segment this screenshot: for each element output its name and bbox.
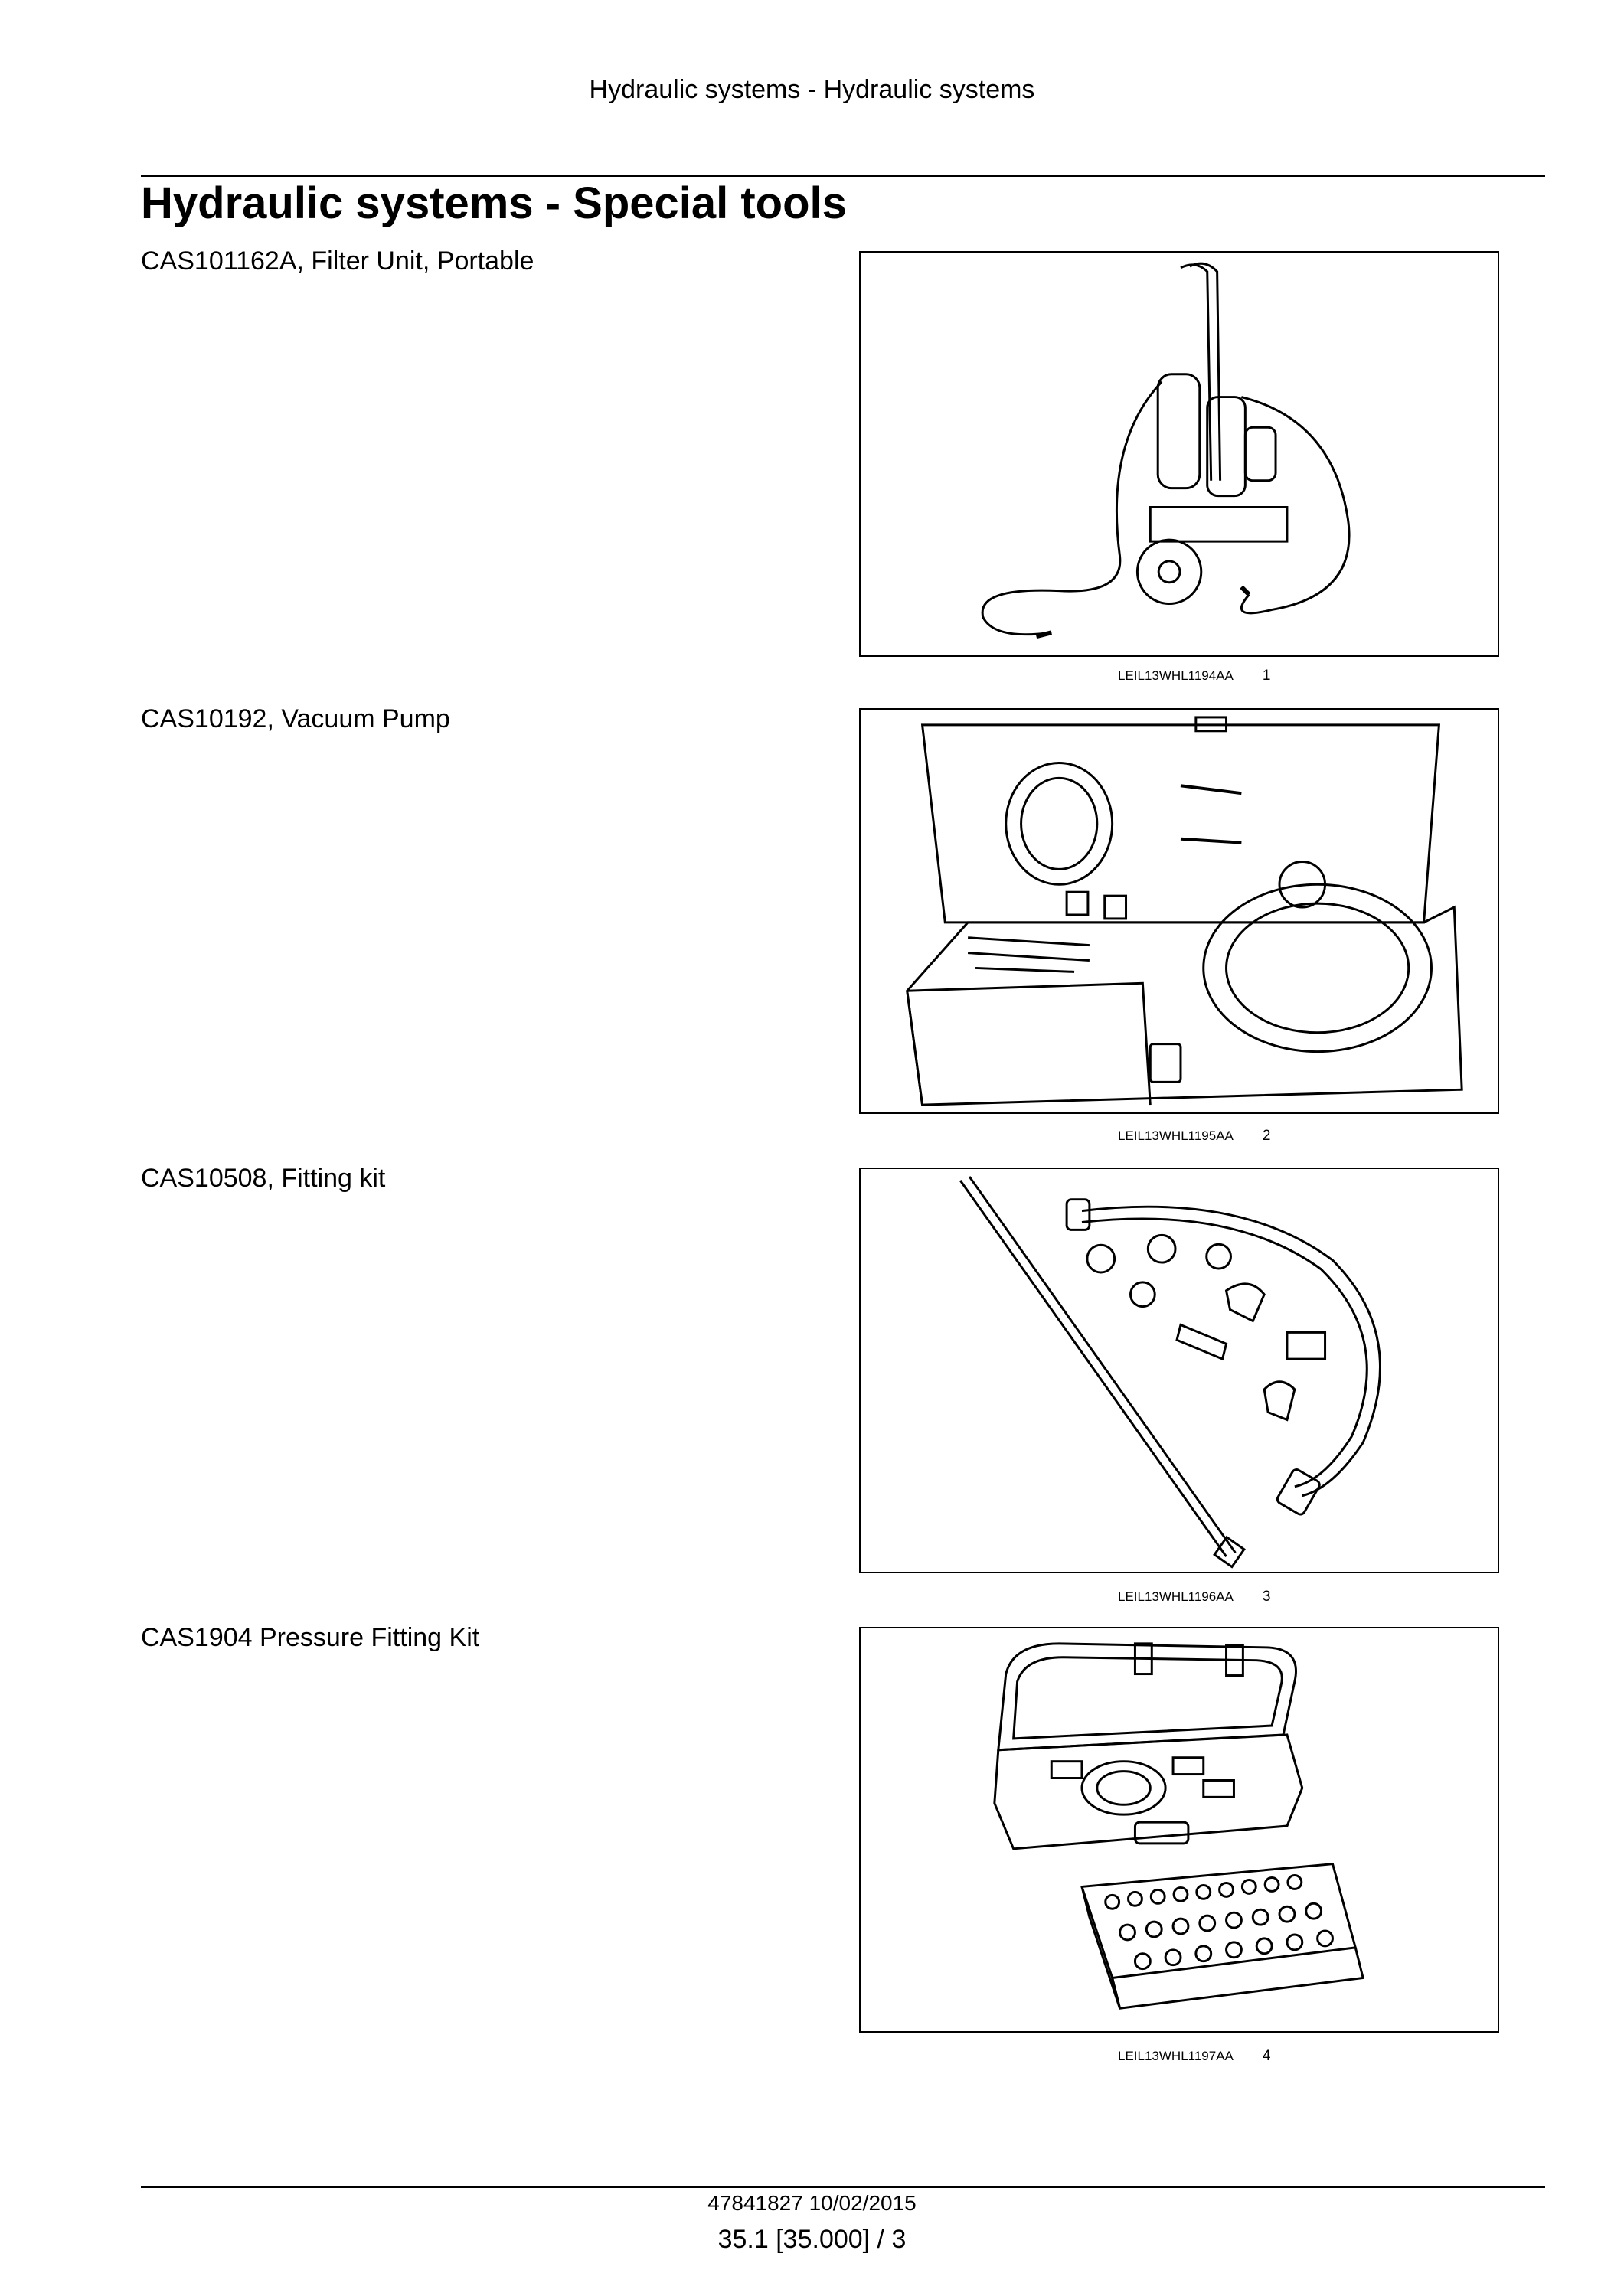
page-title: Hydraulic systems - Special tools — [141, 178, 847, 228]
figure-code: LEIL13WHL1195AA — [1118, 1128, 1234, 1143]
figure-caption-4 — [1118, 2048, 1270, 2065]
vacuum-pump-toolbox-illustration — [861, 710, 1498, 1112]
figure-number: 4 — [1262, 2048, 1271, 2064]
pressure-fitting-case-illustration — [861, 1628, 1498, 2031]
portable-filter-cart-illustration — [861, 253, 1498, 655]
document-code: 47841827 10/02/2015 — [707, 2191, 917, 2215]
figure-caption-2 — [1118, 1128, 1270, 1145]
figure-fitting-kit — [859, 1168, 1499, 1573]
running-header: Hydraulic systems - Hydraulic systems — [589, 75, 1035, 104]
figure-pressure-fitting-kit — [859, 1627, 1499, 2033]
tool-label-filter-unit: CAS101162A, Filter Unit, Portable — [141, 247, 534, 276]
tool-label-vacuum-pump: CAS10192, Vacuum Pump — [141, 704, 450, 733]
figure-caption-3 — [1118, 1589, 1270, 1605]
figure-code: LEIL13WHL1197AA — [1118, 2049, 1234, 2063]
fitting-kit-illustration — [861, 1169, 1498, 1572]
figure-code: LEIL13WHL1196AA — [1118, 1589, 1234, 1604]
header-rule — [141, 175, 1545, 177]
figure-number: 3 — [1262, 1589, 1271, 1605]
tool-label-pressure-fitting-kit: CAS1904 Pressure Fitting Kit — [141, 1623, 480, 1652]
figure-code: LEIL13WHL1194AA — [1118, 668, 1234, 683]
figure-vacuum-pump — [859, 708, 1499, 1114]
figure-filter-unit — [859, 251, 1499, 657]
tool-label-fitting-kit: CAS10508, Fitting kit — [141, 1164, 386, 1193]
page-reference: 35.1 [35.000] / 3 — [717, 2225, 907, 2254]
figure-caption-1 — [1118, 668, 1270, 684]
figure-number: 1 — [1262, 668, 1271, 684]
figure-number: 2 — [1262, 1128, 1271, 1144]
footer-rule — [141, 2186, 1545, 2188]
